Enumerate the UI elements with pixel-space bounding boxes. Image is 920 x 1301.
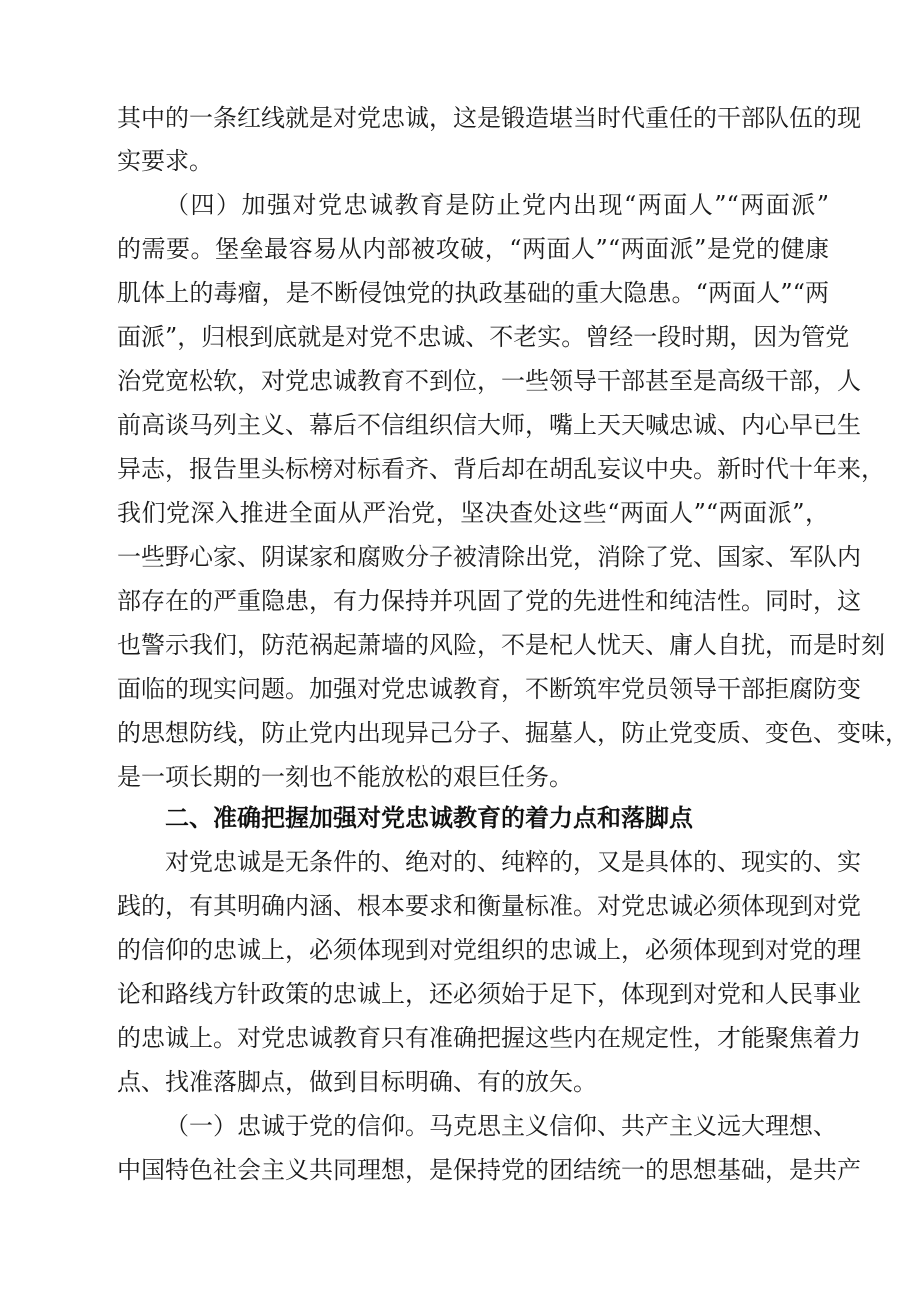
text-line: 对党忠诚是无条件的、绝对的、纯粹的，又是具体的、现实的、实 (165, 848, 861, 876)
text-line: 部存在的严重隐患，有力保持并巩固了党的先进性和纯洁性。同时，这 (117, 587, 861, 615)
text-line: 中国特色社会主义共同理想，是保持党的团结统一的思想基础，是共产 (117, 1156, 861, 1184)
text-line: （一）忠诚于党的信仰。马克思主义信仰、共产主义远大理想、 (165, 1112, 837, 1140)
text-line: 践的，有其明确内涵、根本要求和衡量标准。对党忠诚必须体现到对党 (117, 892, 861, 920)
text-line: 的忠诚上。对党忠诚教育只有准确把握这些内在规定性，才能聚焦着力 (117, 1024, 861, 1052)
section-heading: 二、准确把握加强对党忠诚教育的着力点和落脚点 (165, 804, 693, 832)
text-line: 是一项长期的一刻也不能放松的艰巨任务。 (117, 763, 573, 791)
text-line: 面临的现实问题。加强对党忠诚教育，不断筑牢党员领导干部拒腐防变 (117, 675, 861, 703)
text-line: 前高谈马列主义、幕后不信组织信大师，嘴上天天喊忠诚、内心早已生 (117, 411, 861, 439)
text-line: 治党宽松软，对党忠诚教育不到位，一些领导干部甚至是高级干部，人 (117, 367, 861, 395)
text-line: 点、找准落脚点，做到目标明确、有的放矢。 (117, 1068, 597, 1096)
text-line: 实要求。 (117, 147, 213, 175)
text-line: 其中的一条红线就是对党忠诚，这是锻造堪当时代重任的干部队伍的现 (117, 104, 861, 132)
text-line: 的信仰的忠诚上，必须体现到对党组织的忠诚上，必须体现到对党的理 (117, 936, 861, 964)
text-line: 论和路线方针政策的忠诚上，还必须始于足下，体现到对党和人民事业 (117, 980, 861, 1008)
text-line: 我们党深入推进全面从严治党，坚决查处这些“两面人”“两面派”， (117, 499, 829, 527)
text-line: 的思想防线，防止党内出现异己分子、掘墓人，防止党变质、变色、变味， (117, 719, 909, 747)
text-line: 也警示我们，防范祸起萧墙的风险，不是杞人忧天、庸人自扰，而是时刻 (117, 631, 885, 659)
text-line: 面派”，归根到底就是对党不忠诚、不老实。曾经一段时期，因为管党 (117, 323, 850, 351)
text-line: 肌体上的毒瘤，是不断侵蚀党的执政基础的重大隐患。“两面人”“两 (117, 279, 829, 307)
text-line: 的需要。堡垒最容易从内部被攻破，“两面人”“两面派”是党的健康 (117, 235, 829, 263)
text-line: （四）加强对党忠诚教育是防止党内出现“两面人”“两面派” (165, 191, 829, 219)
text-line: 异志，报告里头标榜对标看齐、背后却在胡乱妄议中央。新时代十年来， (117, 455, 885, 483)
text-line: 一些野心家、阴谋家和腐败分子被清除出党，消除了党、国家、军队内 (117, 543, 861, 571)
